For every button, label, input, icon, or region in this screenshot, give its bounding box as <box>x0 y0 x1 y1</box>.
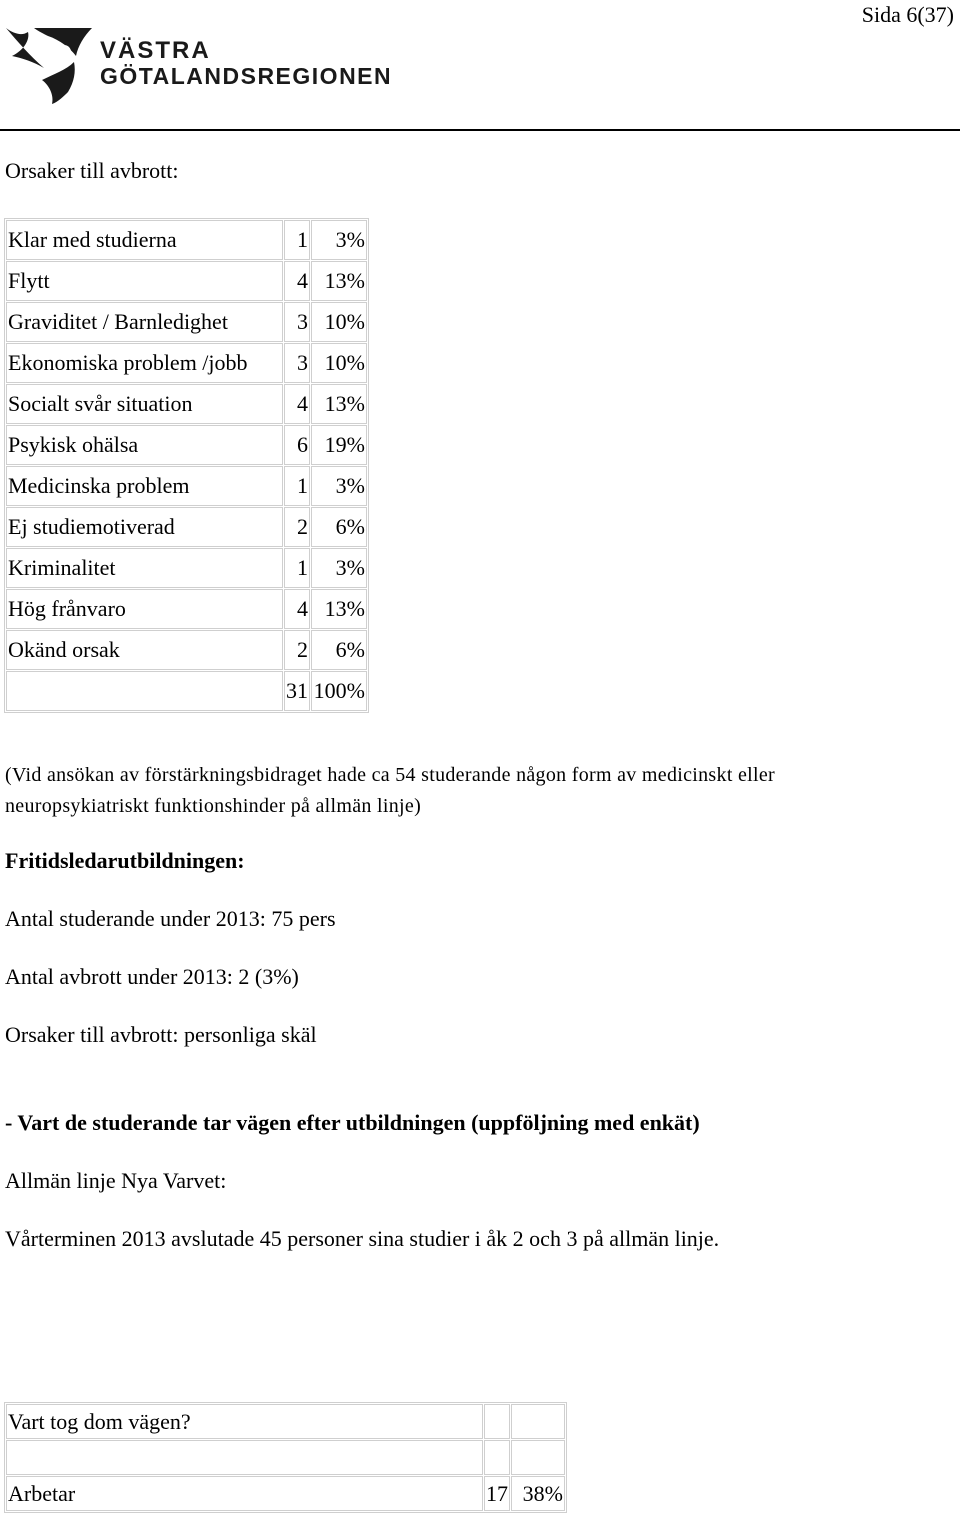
row-percent: 3% <box>311 548 367 588</box>
spacer-row <box>6 1440 565 1475</box>
row-count: 1 <box>284 220 310 260</box>
row-percent: 38% <box>511 1476 565 1511</box>
svg-text:GÖTALANDSREGIONEN: GÖTALANDSREGIONEN <box>100 63 389 89</box>
empty-cell <box>484 1404 510 1439</box>
table-row <box>6 261 367 301</box>
row-count: 4 <box>284 384 310 424</box>
row-label: Kriminalitet <box>6 548 283 588</box>
total-label <box>6 671 283 711</box>
table-row <box>6 384 367 424</box>
fritids-students: Antal studerande under 2013: 75 pers <box>5 906 336 931</box>
empty-cell <box>6 1440 483 1475</box>
row-label: Klar med studierna <box>6 220 283 260</box>
row-count: 4 <box>284 589 310 629</box>
row-count: 6 <box>284 425 310 465</box>
destination-table <box>4 1402 567 1513</box>
row-percent: 3% <box>311 466 367 506</box>
row-percent: 3% <box>311 220 367 260</box>
row-count: 2 <box>284 630 310 670</box>
table-header-row <box>6 1404 565 1439</box>
logo-mark-icon <box>4 22 389 106</box>
row-label: Medicinska problem <box>6 466 283 506</box>
empty-cell <box>484 1440 510 1475</box>
support-note-line: (Vid ansökan av förstärkningsbidraget hade ca 54 studerande någon form av medicinskt eller <box>5 764 775 786</box>
table-row <box>6 466 367 506</box>
row-percent: 19% <box>311 425 367 465</box>
row-count: 1 <box>284 548 310 588</box>
row-count: 3 <box>284 343 310 383</box>
total-row <box>6 671 367 711</box>
question-cell: Vart tog dom vägen? <box>6 1404 483 1439</box>
row-label: Arbetar <box>6 1476 483 1511</box>
row-label: Graviditet / Barnledighet <box>6 302 283 342</box>
row-percent: 13% <box>311 384 367 424</box>
table-row <box>6 548 367 588</box>
fritids-heading: Fritidsledarutbildningen: <box>5 848 245 873</box>
reasons-table <box>4 218 369 713</box>
row-label: Flytt <box>6 261 283 301</box>
fritids-dropouts: Antal avbrott under 2013: 2 (3%) <box>5 964 299 989</box>
support-note <box>5 760 775 822</box>
row-percent: 6% <box>311 507 367 547</box>
svg-text:VÄSTRA: VÄSTRA <box>100 37 211 64</box>
followup-summary: Vårterminen 2013 avslutade 45 personer sina studier i åk 2 och 3 på allmän linje. <box>5 1226 720 1251</box>
table-row <box>6 630 367 670</box>
table-row <box>6 589 367 629</box>
table-row <box>6 425 367 465</box>
row-count: 17 <box>484 1476 510 1511</box>
table-row <box>6 343 367 383</box>
row-count: 2 <box>284 507 310 547</box>
reasons-heading: Orsaker till avbrott: <box>5 158 179 183</box>
empty-cell <box>511 1440 565 1475</box>
row-percent: 10% <box>311 343 367 383</box>
header-divider <box>0 129 960 131</box>
empty-cell <box>511 1404 565 1439</box>
table-row <box>6 220 367 260</box>
support-note-line: neuropsykiatriskt funktionshinder på allmän linje) <box>5 795 422 817</box>
row-count: 3 <box>284 302 310 342</box>
fritids-reasons: Orsaker till avbrott: personliga skäl <box>5 1022 317 1047</box>
total-count: 31 <box>284 671 310 711</box>
row-label: Psykisk ohälsa <box>6 425 283 465</box>
followup-heading: - Vart de studerande tar vägen efter utbildningen (uppföljning med enkät) <box>5 1110 700 1135</box>
row-label: Socialt svår situation <box>6 384 283 424</box>
row-label: Ekonomiska problem /jobb <box>6 343 283 383</box>
row-percent: 13% <box>311 261 367 301</box>
row-count: 1 <box>284 466 310 506</box>
table-row <box>6 507 367 547</box>
row-label: Hög frånvaro <box>6 589 283 629</box>
row-label: Okänd orsak <box>6 630 283 670</box>
row-percent: 6% <box>311 630 367 670</box>
table-row <box>6 302 367 342</box>
row-count: 4 <box>284 261 310 301</box>
row-percent: 10% <box>311 302 367 342</box>
total-percent: 100% <box>311 671 367 711</box>
followup-program: Allmän linje Nya Varvet: <box>5 1168 227 1193</box>
row-label: Ej studiemotiverad <box>6 507 283 547</box>
vastra-gotalandsregionen-logo <box>4 22 389 111</box>
row-percent: 13% <box>311 589 367 629</box>
table-row <box>6 1476 565 1511</box>
page-number: Sida 6(37) <box>861 2 954 27</box>
